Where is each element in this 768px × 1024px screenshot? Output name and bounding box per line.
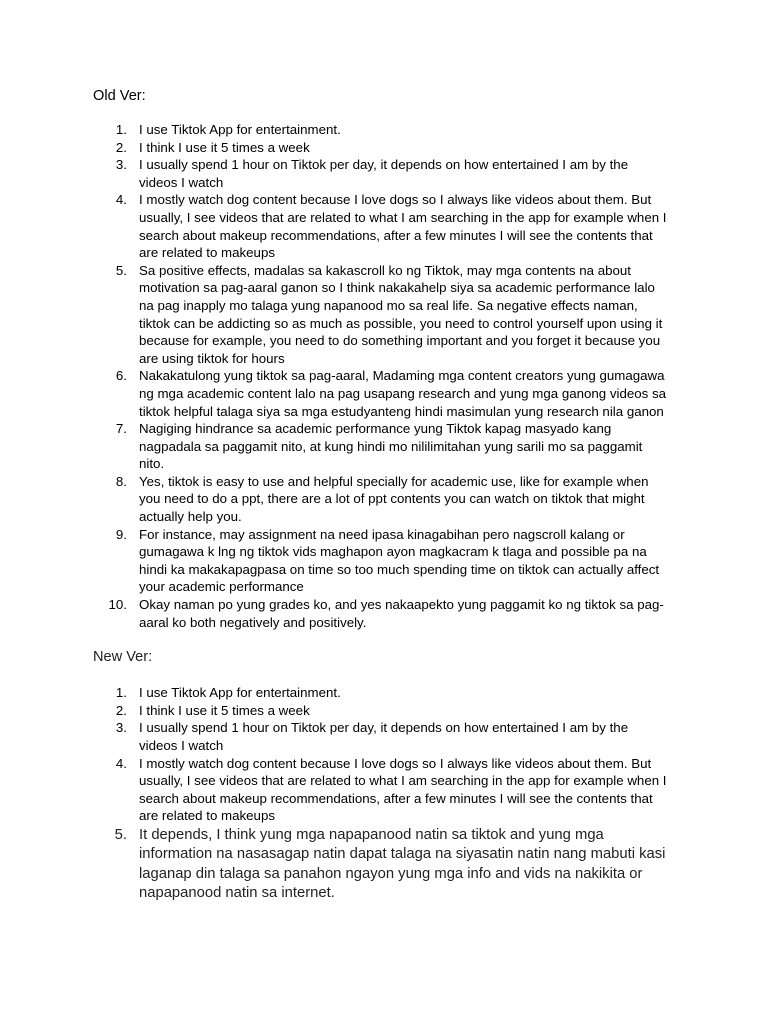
list-item-number: 2. xyxy=(115,139,127,155)
list-item xyxy=(93,702,669,720)
list-item-number: 5. xyxy=(115,262,127,278)
list-item-text: Okay naman po yung grades ko, and yes nakaapekto yung paggamit ko ng tiktok sa pag-aaral ko both negatively and positively. xyxy=(139,597,664,630)
list-item-text: Sa positive effects, madalas sa kakascroll ko ng Tiktok, may mga contents na about motivation sa pag-aaral ganon so I think nakakahelp siya sa academic performance lalo na pag inapply mo talaga yung napanood mo sa real life. Sa negative effects naman, tiktok can be addicting so as much as possible, you need to control yourself upon using it because for example, you need to do something important and you forget it because you are using tiktok for hours xyxy=(139,262,663,366)
list-item xyxy=(93,367,669,420)
list-item xyxy=(93,139,669,157)
list-item-text: I usually spend 1 hour on Tiktok per day, it depends on how entertained I am by the videos I watch xyxy=(139,720,629,753)
list-item-number: 3. xyxy=(115,157,127,173)
list-item xyxy=(93,526,669,596)
list-item xyxy=(93,262,669,368)
list-item-text: Yes, tiktok is easy to use and helpful specially for academic use, like for example when you need to do a ppt, there are a lot of ppt contents you can watch on tiktok that might actually help you. xyxy=(139,473,649,525)
list-item-number: 3. xyxy=(115,720,127,736)
list-item xyxy=(93,826,669,904)
list-item-text: Nagiging hindrance sa academic performance yung Tiktok kapag masyado kang nagpadala sa paggamit nito, at kung hindi mo nililimitahan yung sarili mo sa paggamit nito. xyxy=(139,421,643,472)
list-item-text: For instance, may assignment na need ipasa kinagabihan pero nagscroll kalang or gumagawa k lng ng tiktok vids maghapon ayon magkacram k tlaga and possible pa na hindi ka makakapagpasa on time so too much spending time on tiktok can actually affect your academic performance xyxy=(139,526,660,595)
list-item xyxy=(93,191,669,261)
list-item-text: I think I use it 5 times a week xyxy=(139,139,310,155)
old-version-heading: Old Ver: xyxy=(93,88,146,104)
list-item-number: 8. xyxy=(115,473,127,489)
list-item-number: 4. xyxy=(115,755,127,771)
list-item-number: 6. xyxy=(115,368,127,384)
list-item xyxy=(93,473,669,526)
old-version-list xyxy=(93,121,693,631)
list-item xyxy=(93,121,669,139)
list-item xyxy=(93,420,669,473)
list-item-number: 5. xyxy=(114,826,127,843)
list-item xyxy=(93,755,669,825)
list-item xyxy=(93,596,669,631)
list-item-text: It depends, I think yung mga napapanood natin sa tiktok and yung mga information na nasasagap natin dapat talaga na siyasatin natin nang mabuti kasi laganap din talaga sa panahon ngayon yung mga info and vids na nakikita or napapanood natin sa internet. xyxy=(139,826,666,902)
list-item-number: 1. xyxy=(115,122,127,137)
new-version-heading: New Ver: xyxy=(93,649,153,666)
list-item-number: 7. xyxy=(115,421,127,437)
list-item-number: 1. xyxy=(115,685,127,701)
list-item-text: I mostly watch dog content because I love dogs so I always like videos about them. But usually, I see videos that are related to what I am searching in the app for example when I search about makeup recommendations, after a few minutes I will see the contents that are related to makeups xyxy=(139,192,667,261)
list-item-text: I think I use it 5 times a week xyxy=(139,702,310,718)
new-version-list xyxy=(93,684,693,904)
list-item-text: I use Tiktok App for entertainment. xyxy=(139,685,341,701)
list-item-number: 9. xyxy=(115,526,127,542)
list-item xyxy=(93,719,669,754)
list-item-text: Nakakatulong yung tiktok sa pag-aaral, Madaming mga content creators yung gumagawa ng mga academic content lalo na pag usapang research and yung mga ganong videos sa tiktok helpful talaga siya sa mga estudyanteng hindi masimulan yung research nila ganon xyxy=(139,368,667,419)
list-item-number: 10. xyxy=(108,597,127,613)
list-item-text: I usually spend 1 hour on Tiktok per day, it depends on how entertained I am by the videos I watch xyxy=(139,157,629,190)
document-page xyxy=(93,86,693,904)
list-item-number: 4. xyxy=(115,192,127,208)
list-item-number: 2. xyxy=(115,702,127,718)
list-item xyxy=(93,684,669,702)
list-item-text: I use Tiktok App for entertainment. xyxy=(139,122,341,137)
list-item-text: I mostly watch dog content because I love dogs so I always like videos about them. But usually, I see videos that are related to what I am searching in the app for example when I search about makeup recommendations, after a few minutes I will see the contents that are related to makeups xyxy=(139,755,667,824)
list-item xyxy=(93,156,669,191)
